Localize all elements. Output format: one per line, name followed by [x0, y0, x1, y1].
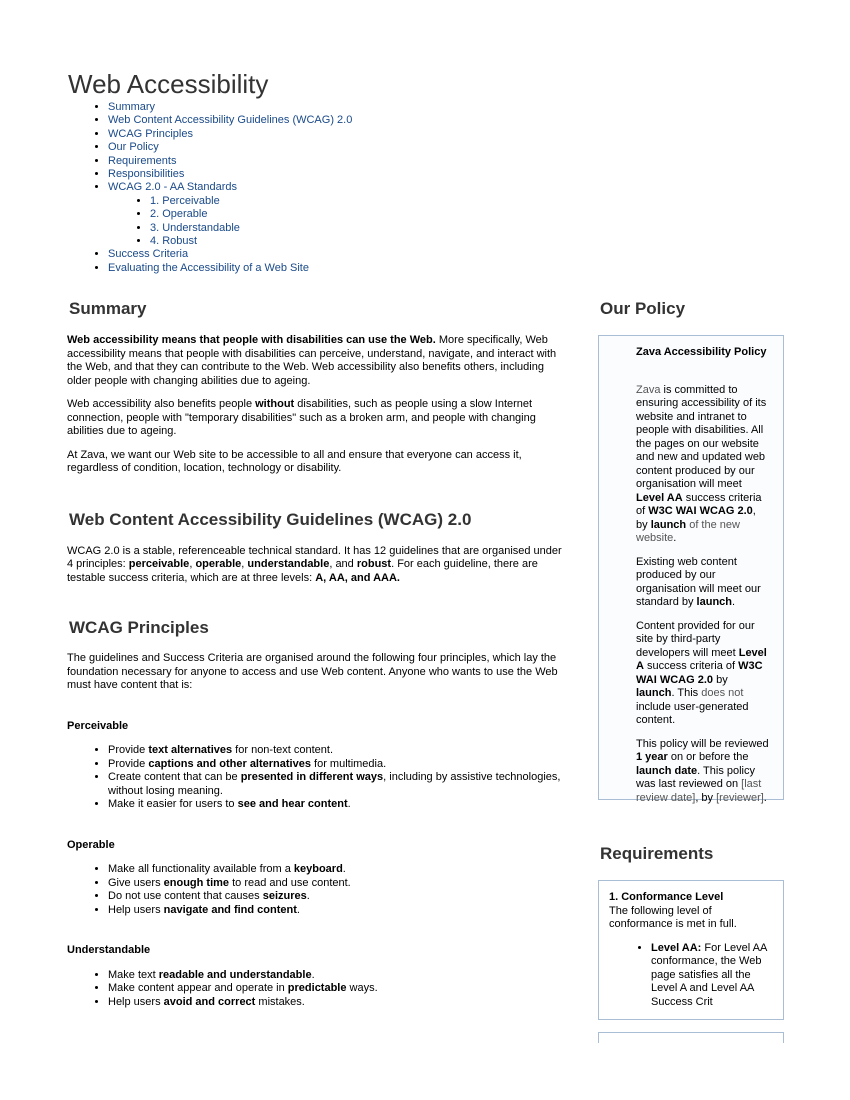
placeholder-text: [reviewer]: [716, 791, 764, 804]
text: .: [311, 968, 315, 981]
text: include user-generated content.: [636, 700, 749, 726]
policy-panel: [598, 335, 784, 804]
emphasis: launch date: [636, 764, 698, 777]
list-item: [108, 744, 567, 758]
toc-link-understandable[interactable]: 3. Understandable: [150, 221, 240, 234]
toc-item-requirements[interactable]: [108, 155, 352, 168]
requirements-heading: Requirements: [600, 844, 714, 863]
emphasis: readable and understandable: [158, 968, 312, 981]
list-item: [108, 904, 567, 918]
text: Make content appear and operate in: [108, 982, 288, 994]
wcag-heading: Web Content Accessibility Guidelines (WCAG) 2.0: [69, 509, 472, 529]
list-item: [108, 996, 567, 1010]
main-column: [67, 298, 567, 1009]
emphasis: Level AA:: [651, 941, 702, 954]
placeholder-text: Zava: [636, 383, 661, 396]
text: Help users: [108, 995, 164, 1008]
toc-item-aa-standards[interactable]: [108, 181, 352, 248]
text: .: [296, 903, 300, 916]
emphasis: navigate and find content: [163, 903, 297, 916]
toc-link-policy[interactable]: Our Policy: [108, 141, 159, 154]
emphasis: launch: [696, 596, 732, 608]
understandable-list: [67, 969, 567, 1010]
summary-lead: Web accessibility means that people with disabilities can use the Web.: [67, 334, 436, 346]
emphasis: robust: [356, 558, 392, 570]
toc-link-aa-standards[interactable]: WCAG 2.0 - AA Standards: [108, 181, 238, 194]
text: .: [732, 596, 736, 608]
requirements-list: [609, 942, 773, 1010]
text: ,: [241, 558, 248, 570]
next-panel-edge: [598, 1032, 784, 1043]
emphasis: operable: [195, 558, 242, 570]
understandable-heading: Understandable: [67, 944, 151, 956]
text: Help users: [108, 903, 164, 916]
emphasis: presented in different ways: [240, 771, 384, 783]
text: Do not use content that causes: [108, 890, 263, 902]
toc-link-operable[interactable]: 2. Operable: [150, 208, 208, 221]
text: Make text: [108, 968, 159, 981]
toc-link-evaluating[interactable]: Evaluating the Accessibility of a Web Site: [108, 261, 309, 274]
toc-link-wcag[interactable]: Web Content Accessibility Guidelines (WCAG) 2.0: [108, 114, 353, 127]
toc-item-wcag[interactable]: [108, 114, 352, 127]
perceivable-heading: Perceivable: [67, 719, 129, 732]
toc-link-responsibilities[interactable]: Responsibilities: [108, 168, 185, 181]
toc-link-success-criteria[interactable]: Success Criteria: [108, 248, 189, 261]
summary-heading: Summary: [69, 299, 147, 318]
text: is committed to ensuring accessibility of its website and intranet to people with disabilities. All the pages on our website and new and updated web content produced by our organisation will meet: [636, 383, 767, 490]
text: , by: [636, 505, 756, 531]
text: to read and use content.: [229, 876, 351, 889]
policy-panel-title: Zava Accessibility Policy: [636, 346, 767, 358]
emphasis: see and hear content: [237, 798, 348, 810]
policy-heading: Our Policy: [600, 299, 686, 318]
text: Make it easier for users to: [108, 798, 238, 810]
toc-sublist: [108, 195, 352, 249]
emphasis: perceivable: [128, 558, 190, 570]
emphasis: text alternatives: [148, 744, 233, 756]
toc-item-summary[interactable]: [108, 101, 352, 114]
text: , including by assistive technologies, without losing meaning.: [108, 771, 561, 797]
text: by: [713, 673, 728, 686]
toc-subitem-perceivable[interactable]: [150, 195, 352, 208]
list-item: [108, 877, 567, 891]
placeholder-text: [last review date]: [636, 778, 762, 804]
text: . This policy was last reviewed on: [636, 764, 755, 790]
emphasis: Level A: [636, 646, 767, 672]
policy-paragraph-4: [636, 738, 769, 806]
text: mistakes.: [255, 995, 305, 1008]
summary-paragraph-3: At Zava, we want our Web site to be accessible to all and ensure that everyone can access it, regardless of condition, location, technology or disability.: [67, 448, 522, 474]
emphasis: avoid and correct: [163, 995, 256, 1008]
text: disabilities, such as people using a slow Internet connection, people with "temporary disabilities" such as a broken arm, and people with changing abilities due to ageing.: [67, 398, 536, 437]
placeholder-text: does not: [701, 687, 744, 699]
emphasis: enough time: [163, 876, 230, 889]
wcag-paragraph: [67, 545, 567, 586]
principles-heading: WCAG Principles: [69, 618, 209, 637]
text: .: [763, 791, 767, 804]
toc-subitem-robust[interactable]: [150, 235, 352, 248]
text: for multimedia.: [310, 757, 387, 770]
operable-heading: Operable: [67, 838, 115, 851]
placeholder-text: of the new website: [636, 518, 740, 544]
text: ways.: [346, 982, 378, 994]
text: For Level AA conformance, the Web page satisfies all the Level A and Level AA Success Crit: [651, 941, 767, 1008]
text: ,: [189, 558, 196, 570]
policy-paragraph-2: [636, 556, 769, 610]
text: , by: [695, 791, 717, 804]
toc-item-policy[interactable]: [108, 141, 352, 154]
text: .: [673, 532, 677, 544]
toc-link-summary[interactable]: Summary: [108, 101, 156, 113]
text: Existing web content produced by our organisation will meet our standard by: [636, 555, 761, 608]
toc-item-responsibilities[interactable]: [108, 168, 352, 181]
toc-link-requirements[interactable]: Requirements: [108, 154, 177, 167]
requirements-panel-title: 1. Conformance Level: [609, 891, 724, 903]
page-title: Web Accessibility: [68, 69, 269, 99]
text: on or before the: [667, 751, 749, 763]
toc-link-perceivable[interactable]: 1. Perceivable: [150, 194, 220, 207]
text: Give users: [108, 876, 164, 889]
text: . For each guideline, there are testable success criteria, which are at three levels:: [67, 558, 538, 584]
text: Create content that can be: [108, 771, 241, 783]
text: Content provided for our site by third-party developers will meet: [636, 619, 755, 659]
text: .: [306, 890, 310, 902]
toc-item-principles[interactable]: [108, 128, 352, 141]
list-item: [108, 969, 567, 983]
list-item: [651, 942, 773, 1010]
text: , and: [329, 558, 357, 570]
text: success criteria of: [636, 491, 762, 517]
emphasis: Level AA: [636, 491, 683, 504]
emphasis: launch: [650, 518, 687, 531]
text: success criteria of: [643, 660, 739, 672]
list-item: [108, 982, 567, 996]
toc-link-principles[interactable]: WCAG Principles: [108, 127, 193, 140]
summary-text: More specifically, Web accessibility means that people with disabilities can perceive, understand, navigate, and interact with the Web, and that they can contribute to the Web. Web accessibility also benefits others, including older people with changing abilities due to ageing.: [67, 334, 557, 387]
summary-paragraph-1: [67, 334, 567, 388]
sidebar: [598, 298, 784, 1043]
list-item: [108, 890, 567, 904]
emphasis: 1 year: [636, 751, 668, 763]
emphasis: seizures: [262, 890, 307, 902]
requirements-panel: [598, 880, 784, 1020]
list-item: [108, 798, 567, 812]
text: Web accessibility also benefits people: [67, 398, 256, 410]
text: Provide: [108, 744, 149, 756]
requirements-intro: The following level of conformance is met in full.: [609, 904, 737, 930]
emphasis: W3C WAI WCAG 2.0: [648, 505, 753, 517]
perceivable-list: [67, 744, 567, 812]
text: .: [347, 798, 351, 810]
text: This policy will be reviewed: [636, 737, 769, 750]
text: WCAG 2.0 is a stable, referenceable technical standard. It has 12 guidelines that are organised under 4 principles:: [67, 544, 562, 570]
text: Make all functionality available from a: [108, 863, 294, 875]
text: Provide: [108, 757, 149, 770]
toc-item-evaluating[interactable]: [108, 262, 352, 275]
toc-item-success-criteria[interactable]: [108, 248, 352, 261]
emphasis: W3C WAI WCAG 2.0: [636, 660, 763, 686]
table-of-contents: [70, 101, 352, 275]
emphasis: predictable: [287, 982, 347, 994]
emphasis: launch: [636, 687, 672, 699]
toc-subitem-understandable[interactable]: [150, 222, 352, 235]
principles-intro: The guidelines and Success Criteria are organised around the following four principles, which lay the foundation necessary for anyone to access and use Web content. Anyone who wants to use the Web must have content that is:: [67, 652, 558, 691]
list-item: [108, 771, 567, 798]
policy-paragraph-3: [636, 620, 769, 728]
text: . This: [671, 687, 702, 699]
summary-paragraph-2: [67, 398, 567, 439]
operable-list: [67, 863, 567, 917]
list-item: [108, 758, 567, 772]
toc-subitem-operable[interactable]: [150, 208, 352, 221]
policy-paragraph-1: [636, 384, 769, 546]
toc-link-robust[interactable]: 4. Robust: [150, 235, 198, 248]
list-item: [108, 863, 567, 877]
text: for non-text content.: [232, 744, 334, 756]
emphasis: without: [255, 398, 295, 410]
emphasis: A, AA, and AAA.: [315, 571, 400, 584]
emphasis: keyboard: [293, 863, 343, 875]
emphasis: understandable: [247, 558, 330, 570]
emphasis: captions and other alternatives: [148, 757, 311, 770]
text: .: [342, 863, 346, 875]
